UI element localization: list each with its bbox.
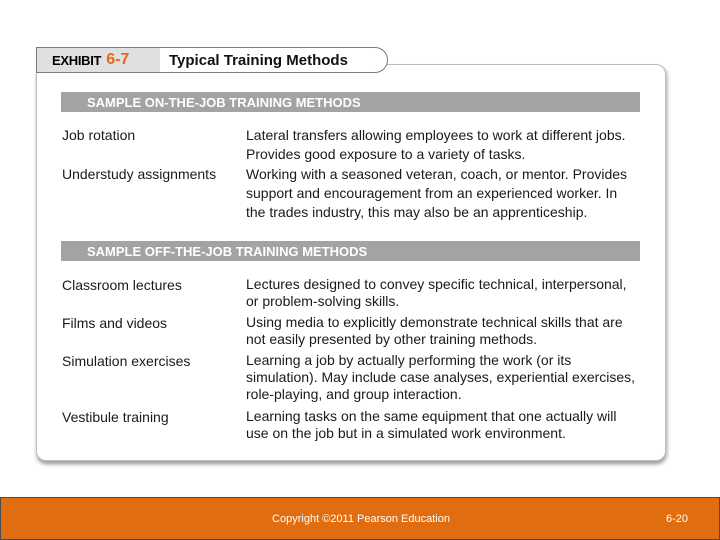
method-description: Lectures designed to convey specific technical, interpersonal, or problem-solving skills. [246,276,627,309]
method-description: Lateral transfers allowing employees to work at different jobs. Provides good exposure to a variety of tasks. [246,127,626,162]
method-description: Learning tasks on the same equipment that one actually will use on the job but in a simulated work environment. [246,408,617,441]
section-header-off-the-job: SAMPLE OFF-THE-JOB TRAINING METHODS [61,241,640,261]
method-description: Working with a seasoned veteran, coach, or mentor. Provides support and encouragement from an experienced worker. In the trades industry, this may also be an apprenticeship. [246,166,628,220]
exhibit-number: 6-7 [106,51,130,68]
page-number: 6-20 [665,512,688,525]
method-name: Classroom lectures [62,277,182,293]
exhibit-label [37,48,160,72]
method-name: Films and videos [62,315,168,331]
method-name: Simulation exercises [62,353,191,369]
method-description: Learning a job by actually performing the work (or its simulation). May include case analyses, experiential exercises, role-playing, and group interaction. [246,352,636,402]
footer-bar [0,497,720,540]
method-description: Using media to explicitly demonstrate technical skills that are not easily presented by other training methods. [246,314,623,347]
section-header-on-the-job: SAMPLE ON-THE-JOB TRAINING METHODS [61,92,640,112]
method-name: Job rotation [62,127,136,143]
exhibit-label-text: EXHIBIT [52,52,102,68]
copyright-text: Copyright ©2011 Pearson Education [272,512,450,525]
exhibit-tab [36,47,388,73]
method-name: Vestibule training [62,409,169,425]
exhibit-title: Typical Training Methods [169,51,348,69]
method-name: Understudy assignments [62,166,217,182]
